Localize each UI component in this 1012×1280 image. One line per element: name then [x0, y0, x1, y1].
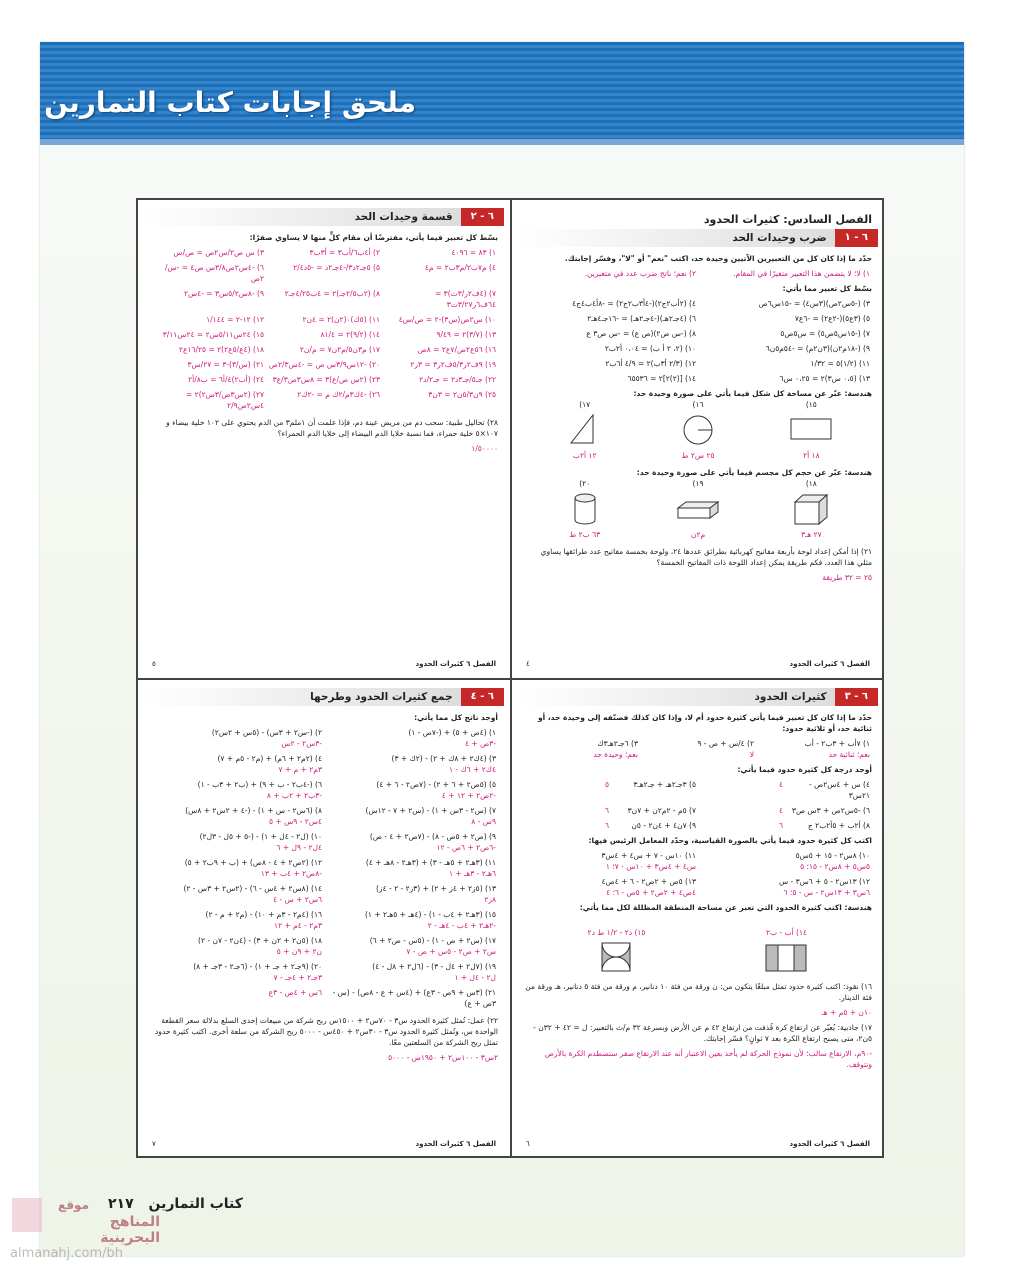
answer: لا — [749, 750, 754, 759]
answer: ٢٥ س٢ ط — [681, 451, 715, 460]
answer: ١٥) د٢ - ١/٢ ط د٢ — [587, 928, 646, 937]
question — [324, 751, 498, 777]
question: ١٣) (٠،٥ س٣)٢ = ٠،٢٥ س٦ — [779, 374, 870, 383]
watermark-name: المناهج البحرينية — [100, 1214, 160, 1246]
rectangle-icon — [789, 413, 833, 447]
answer: ٨ز٢ — [484, 895, 496, 904]
panel-footer — [518, 1139, 878, 1150]
answer: ٤ — [778, 780, 783, 789]
answer: ل٢ - ٤ل + ١ — [454, 973, 496, 982]
lesson-title: ضرب وحيدات الحد — [732, 231, 827, 244]
shaded-rect-figure — [764, 927, 808, 975]
question-text: ١٥) (٣هـ٢ + ٤ب - ١) - (٤هـ + ٥هـ٢ + ١) — [364, 910, 496, 919]
instruction: بسّط كل تعبير فيما يأتي، مفترضًا أن مقام كلٍّ منها لا يساوي صفرًا: — [249, 233, 498, 242]
answer: ٢٧ هـ٣ — [801, 530, 822, 539]
answer: ٢) نعم؛ ناتج ضرب عدد في متغيرين. — [584, 269, 696, 278]
word-problem: ٢٢) عمل: تُمثل كثيرة الحدود س٣ - ٧٠س٢ + ١٥٠٠س ربح شركة من مبيعات إحدى السلع بدلالة سعر القطعة الواحدة س، وتُمثل كثيرة الحدود س٣ - ٣٠س٢ + ٤٥٠س - ٥٠٠٠ ربح الشركة من سلعة أخرى. اكتب كثيرة حدود تمثل ربح الشركة من السلعتين معًا. — [154, 1016, 498, 1047]
chapter-title: الفصل السادس: كثيرات الحدود — [703, 213, 872, 226]
word-problem: ١٦) نقود: اكتب كثيرة حدود تمثل مبلغًا يتكون من: ن ورقة من فئة ١٠ دنانير، م ورقة من فئة ٥ دنانير، هـ ورقة من فئة الدينار. — [525, 982, 872, 1002]
answer: ٦٣ ب٢ ط — [569, 530, 601, 539]
question-row — [150, 387, 498, 413]
question: ١١) (٥ك)٠(٢ن)٢ = ٤ن٢ — [302, 315, 380, 324]
question-row — [524, 874, 872, 900]
question-text: ٨) (٦س٢ - س + ١) - (-٤ + ٢س٢ + ٨س) — [185, 806, 322, 815]
question-row — [524, 356, 872, 371]
lesson-title: قسمة وحيدات الحد — [354, 210, 453, 223]
panel-lesson-6-4 — [144, 684, 504, 1152]
question-row — [150, 829, 498, 855]
panel-lesson-6-1 — [518, 204, 878, 672]
question-text: ٦) (-٤ب٢ - ب + ٩) + (ب٢ + ٣ب - ١) — [197, 780, 322, 789]
question-row — [524, 777, 872, 803]
lesson-header — [144, 208, 504, 226]
question-text: ١٧) (س٢ + ص - ١) - (٥س - ص٢ + ٦) — [369, 936, 496, 945]
question: ٤) (٢أب٢ج٢)(-٤أ٣ب٢ج٢) = -٨أ٤ب٤ج٤ — [572, 299, 696, 308]
question — [324, 881, 498, 907]
book-title: كتاب التمارين — [148, 1196, 243, 1212]
question — [150, 751, 324, 777]
question-text: ١٠) (ل٢ - ٤ل + ١) - (-٥ + ٥ل - ٣ل٢) — [199, 832, 322, 841]
cube-icon — [789, 492, 833, 526]
question-text: ٢) (-س٢ + ٣س) - (٥س + ٢س٢) — [211, 728, 322, 737]
question-row — [150, 725, 498, 751]
question-row — [524, 371, 872, 386]
question-row — [524, 848, 872, 874]
question — [324, 907, 498, 933]
question — [324, 933, 498, 959]
answer: ١٨ أ٢ — [803, 451, 820, 460]
answer: ١٤) أب - ب٢ — [765, 928, 808, 937]
answer: ٦ — [778, 821, 783, 830]
cube-figure — [789, 478, 833, 540]
answer: ٦س٣ + ١٣س٢ - س - ٥؛ ٦ — [783, 888, 870, 897]
question: ٨) (٢ب٢/٥جـ)٢ = ٤ب٤/٢٥جـ٢ — [284, 289, 380, 298]
question: ٥) (٣ع٥)(-٢ع٢) = -٦ع٧ — [794, 314, 870, 323]
question — [150, 829, 324, 855]
rectangle-figure — [789, 399, 833, 461]
figure-number: ١٥) — [805, 400, 817, 409]
area-figures — [528, 400, 868, 461]
question-text: ١٢) (٢ص٢ + ٤ - ٨ص) + (ب + ٩ب٢ + ٥) — [184, 858, 322, 867]
panel-footer — [144, 1139, 504, 1150]
question — [324, 855, 498, 881]
answer: -٦ص٢ + ٦ص - ١٢ — [436, 843, 496, 852]
answer: ٣م٢ + م + ٧ — [278, 765, 322, 774]
question: ١٧) م٣ن٥/م٢ن٧ = م/ن٢ — [299, 345, 380, 354]
question-row — [150, 933, 498, 959]
answer: ٤س٢ - ٩س + ٥ — [269, 817, 322, 826]
triangle-icon — [563, 413, 607, 447]
prism-figure — [676, 478, 720, 540]
question-text: ٧) (س٢ - ٣س + ١) - (س٢ + ٧ - ١٢س) — [365, 806, 496, 815]
answer: نعم؛ ثنائية حد — [828, 750, 870, 759]
footer-page: ٦ — [526, 1140, 530, 1148]
question: ١١) (١/٢)٥ = ١/٣٢ — [810, 359, 870, 368]
question: ٣) س ص٢/س٢ص = ص/س — [173, 248, 264, 257]
answer: ٤ — [778, 806, 783, 815]
question-row — [524, 818, 872, 833]
instruction: حدّد ما إذا كان كل من التعبيرين الآتيين وحيدة حد، اكتب "نعم" أو "لا"، وفسّر إجابتك. — [564, 254, 872, 263]
question-row — [150, 286, 498, 312]
triangle-figure — [563, 399, 607, 461]
question: ٣) (-٥س٢ص)(٣س٤) = -١٥س٦ص — [758, 299, 870, 308]
question-row — [150, 312, 498, 327]
question — [150, 725, 324, 751]
question-row — [150, 260, 498, 286]
footer-page: ٧ — [152, 1140, 156, 1148]
footer-chapter: الفصل ٦ كثيرات الحدود — [415, 660, 496, 668]
question-text: ٣) (٤ك٢ + ٨ك + ٢) - (٢ك + ٣) — [391, 754, 496, 763]
answer: ٥ — [604, 780, 609, 789]
question-text: ١٢) ١٣س٢ - ٥ + ٦س٣ - س — [778, 877, 870, 886]
watermark-logo-icon — [12, 1198, 42, 1232]
question — [324, 777, 498, 803]
answer: ٦س٢ + س - ٤ — [273, 895, 322, 904]
answer: ١٠ن + ٥م + هـ — [821, 1008, 872, 1017]
answer: -٢ص٢ + ١٢ + ٤ — [441, 791, 496, 800]
question-row — [524, 803, 872, 818]
question-text: ٤) (٢م٢ + ٦م) + (م٢ - ٥م + ٧) — [217, 754, 322, 763]
question — [324, 829, 498, 855]
question-row — [524, 736, 872, 762]
question — [524, 874, 698, 900]
instruction: اكتب كل كثيرة حدود فيما يأتي بالصورة القياسية، وحدّد المعامل الرئيس فيها: — [588, 836, 872, 845]
question-row — [524, 311, 872, 326]
question — [698, 848, 872, 874]
question-row — [150, 327, 498, 342]
question — [324, 803, 498, 829]
instruction: أوجد درجة كل كثيرة حدود فيما يأتي: — [737, 765, 872, 774]
watermark-site: موقع — [58, 1198, 90, 1212]
question-text: ١٩) (٧ل٢ + ٤ل - ٣) - (٦ل٢ + ٨ل - ٤) — [372, 962, 496, 971]
footer-chapter: الفصل ٦ كثيرات الحدود — [415, 1140, 496, 1148]
question: ٨) أ٢ب + ٥أ٢ب٢ ج — [807, 821, 870, 830]
question: ٢٤) (أب٢)٤/أ٦ = ب٨/أ٢ — [188, 375, 264, 384]
answer: ٦ — [604, 821, 609, 830]
question-row — [524, 266, 872, 281]
question: ٢٢) جـ٥/جـ٣د٢ = جـ٢/د٢ — [419, 375, 496, 384]
question-row — [150, 245, 498, 260]
question: ٢) أ٤ب٦/أب٣ = أ٣ب٣ — [309, 248, 380, 257]
answer: ٣م٢ - ٤م + ١٢ — [274, 921, 322, 930]
answer: -٨ص٢ + ٤ب + ١٣ — [260, 869, 322, 878]
cylinder-figure — [563, 478, 607, 540]
answer: ٦س + ٤ص - ٣ع — [268, 988, 322, 997]
answer: م٢ن — [690, 530, 706, 539]
site-watermark — [10, 1196, 160, 1266]
question — [150, 777, 324, 803]
question-row — [150, 342, 498, 357]
instruction: حدّد ما إذا كان كل تعبير فيما يأتي كثيرة حدود أم لا، وإذا كان كذلك فصنّفه إلى وحيدة حد، أو ثنائية حد، أو ثلاثية حدود: — [537, 713, 872, 733]
lesson-header — [144, 688, 504, 706]
question — [324, 959, 498, 985]
lesson-number: ٦ - ٢ — [461, 208, 504, 226]
shaded-square-figure — [588, 927, 646, 975]
instruction: أوجد ناتج كل مما يأتي: — [414, 713, 498, 722]
question: ٩) (-١٨م٢ن)(٣ن٢م) = -٥٤م٥ن٦ — [765, 344, 870, 353]
panel-footer — [144, 659, 504, 670]
question: ٢١) (س/٣)-٣ = ٢٧/س٣ — [187, 360, 264, 369]
question-text: ١٨) (٥ن٢ + ٢ن + ٣) - (٤ن٢ - ٧ن - ٢) — [198, 936, 322, 945]
question-text: ٥) (٥ص٢ + ٦ + ٢) - (٧ص٢ - ٦ + ٤) — [376, 780, 496, 789]
volume-figures — [528, 479, 868, 540]
question — [324, 725, 498, 751]
answer: ٦ — [604, 806, 609, 815]
question — [524, 848, 698, 874]
answer: ١) لا؛ لا يتضمن هذا التعبير متغيرًا في المقام. — [733, 269, 870, 278]
banner-title: ملحق إجابات كتاب التمارين — [44, 86, 416, 119]
question-row — [150, 959, 498, 985]
answer: ٢س٣ - ١٠٠س٢ + ١٩٥٠س - ٥٠٠٠ — [388, 1053, 498, 1062]
lesson-header — [518, 229, 878, 247]
answer: ٣جـ٢ + ٤جـ - ٧ — [273, 973, 322, 982]
question: ١٤) (٩/٢)٢ = ٨١/٤ — [320, 330, 380, 339]
banner-strip — [40, 139, 964, 145]
question-text: ١) (٤ص + ٥) + (-٧ص - ١) — [408, 728, 496, 737]
answer: س٤ + ٤س٣ + ١٠س - ٧؛ ١ — [605, 862, 696, 871]
question: ٦) (٤جـ٢هـ)(-٤جـ٢هـ) = -١٦جـ٤هـ٢ — [587, 314, 696, 323]
answer: ٤ل٢ - ٩ل + ٦ — [276, 843, 322, 852]
question-row — [150, 803, 498, 829]
question — [698, 874, 872, 900]
question-text: ٢) ٤/س + ص - ٩ — [697, 739, 754, 748]
shaded-rectangle-icon — [764, 941, 808, 975]
horizontal-divider — [138, 678, 882, 680]
question: ٧) (٤ف٢ر/٣ت)٣ = ٦٤ف٦ر٣/٢٧ت٣ — [434, 289, 496, 309]
question-text: ١٤) (٨س٢ + ٤س - ٦) - (٢س٢ + ٣س - ٢) — [183, 884, 322, 893]
footer-chapter: الفصل ٦ كثيرات الحدود — [789, 660, 870, 668]
question: ٨) (-س ص٢)(ص ع) = -س ص٣ ع — [586, 329, 696, 338]
question-text: ١٠) ٨س٢ - ١٥ + ٥س٥ — [795, 851, 870, 860]
question — [756, 736, 872, 762]
answer: ٥س٥ + ٨س٢ - ١٥؛ ٥ — [800, 862, 870, 871]
question: ١٠) (٢، ٢ أ ب) = ٠،٠٤ أ٢ب٢ — [604, 344, 696, 353]
question: ١٥) ٢٤س٥/١١س٢ = ٢٤س٣/١١ — [162, 330, 264, 339]
question: ٩) ٧ن٤ + ٤ن٢ - ٥ن — [631, 821, 696, 830]
circle-figure — [676, 399, 720, 461]
answer: س٢ + ص٢ - ٥س + ص - ٧ — [406, 947, 496, 956]
figure-number: ٢٠) — [579, 479, 591, 488]
answer: ٦هـ٢ - ٣هـ + ١ — [449, 869, 496, 878]
panel-lesson-6-3 — [518, 684, 878, 1152]
lesson-number: ٦ - ١ — [835, 229, 878, 247]
lesson-title: كثيرات الحدود — [754, 690, 827, 703]
question-row — [524, 326, 872, 341]
question: ١٩) ٩ف٢ر٥/٣ف٢ر٣ = ٣ر٢ — [410, 360, 496, 369]
answer: ن٢ + ٩ن + ٥ — [276, 947, 322, 956]
question: ٥) ٣جـ٢هـ + جـ٢هـ٣ — [633, 780, 696, 789]
footer-page: ٥ — [152, 660, 156, 668]
answer-sheet — [136, 198, 884, 1158]
question-row — [524, 296, 872, 311]
figure-number: ١٦) — [692, 400, 704, 409]
answer: نعم؛ وحيدة حد — [593, 750, 638, 759]
question-row — [150, 751, 498, 777]
question-row — [524, 341, 872, 356]
question — [640, 736, 756, 762]
question-text: ٩) (ص٢ + ٥ص - ٨) - (٧ص٢ + ٤ - ص) — [369, 832, 496, 841]
question: ١٨) (٤ع/٥ع٢)٢ = ١٦/٢٥ع٢ — [178, 345, 264, 354]
question: ١٢) (٢/٣ أ٣ب)٢ = ٤/٩ أ٦ب٢ — [605, 359, 696, 368]
answer: ٩س - ٨ — [471, 817, 496, 826]
answer: -٩٠م، الارتفاع سالب؛ لأن نموذج الحركة لم يأخذ بعين الاعتبار أنه عند الارتفاع صفر ستصطدم الكرة بالأرض وتتوقف. — [544, 1049, 872, 1069]
lesson-title: جمع كثيرات الحدود وطرحها — [310, 690, 453, 703]
question: ١٠) س٢ص(س٣)-٢ = ص/س٤ — [398, 315, 496, 324]
word-problem: ٢٨) تحاليل طبية: سحب دم من مريض عينة دم، فإذا علمت أن ١ملم٣ من الدم يحتوي على ١٠٢ خلية بيضاء و ١٠٧×٥ خلية حمراء، فما نسبة خلايا الدم البيضاء إلى خلايا الدم الحمراء؟ — [166, 418, 498, 438]
answer: -٢هـ٢ + ٤ب - ٤هـ - ٢ — [427, 921, 496, 930]
answer: ٤ك٢ + ٦ك - ١ — [448, 765, 496, 774]
question: ٧) ٥م - ٢م٢ن + ٧ن٣ — [627, 806, 696, 815]
question — [150, 803, 324, 829]
instruction: هندسة: عبّر عن حجم كل مجسم فيما يأتي على صورة وحيدة حد: — [636, 468, 872, 477]
question: ٩) -٨س٥/٢س٣ = -٤س٢ — [183, 289, 264, 298]
figure-number: ١٨) — [805, 479, 817, 488]
answer: ١/٥٠٠٠٠ — [471, 444, 498, 453]
question-text: ١٣) ٥ص + ٢ص٢ - ٦ + ٤ص٤ — [601, 877, 696, 886]
question-row — [150, 372, 498, 387]
question-row — [150, 357, 498, 372]
instruction: هندسة: عبّر عن مساحة كل شكل فيما يأتي على صورة وحيدة حد: — [633, 389, 872, 398]
question-text: ١) ٧أب + ٣ب٢ - أب — [804, 739, 870, 748]
question: ٢٥) ٩ن٥/٣ن٢ = ٣ن٣ — [428, 390, 496, 399]
figure-number: ١٩) — [692, 479, 704, 488]
question: ١٦) ٥٦ع٢ص/٧ع٢ = ٨ص — [417, 345, 496, 354]
question: ٦) -٤س٢ص٣/٨س ص٤ = -س/٢ص — [164, 263, 264, 283]
question: ٢١) (٣س + ٩ص - ٣ع) + (٤س + ع - ٨ص) - (س - ٣ص + ع) — [332, 988, 496, 1008]
watermark-url: almanahj.com/bh — [10, 1246, 124, 1261]
answer: -٣ص + ٤ — [465, 739, 496, 748]
question-text: ١١) ١٠س - ٧ + س٤ + ٤س٣ — [601, 851, 696, 860]
instruction: بسّط كل تعبير مما يأتي: — [782, 284, 872, 293]
question: ٧) (-١٥س٥ص٥) = س٥ص٥ — [780, 329, 870, 338]
question-text: ١٦) (٤م٢ - ٣م + ١٠) - (م٢ + م - ٢) — [205, 910, 322, 919]
answer: ١٢ أ٢ب — [572, 451, 597, 460]
answer: ٤ص٤ + ٢ص٢ + ٥ص - ٦؛ ٤ — [606, 888, 696, 897]
question: ٢٧) (٢س٣ص/٣س٢)٢ = ٤س٢ص٢/٩ — [186, 390, 264, 410]
footer-chapter: الفصل ٦ كثيرات الحدود — [789, 1140, 870, 1148]
cylinder-icon — [563, 492, 607, 526]
question-text: ١١) (٣هـ٢ + ٥هـ - ٣) + (٣هـ٢ - ٨هـ + ٤) — [365, 858, 496, 867]
question-text: ٢٠) (٩جـ٢ + جـ + ١) - (٦جـ٢ - ٣جـ + ٨) — [193, 962, 322, 971]
question: ١٤) [(٢)٢]٢ = ٦٥٥٣٦ — [627, 374, 696, 383]
question: ٥) ٥جـ٢د٣/-٤جـ٢د = -٥د٢/٤ — [293, 263, 380, 272]
panel-lesson-6-2 — [144, 204, 504, 672]
question-row — [150, 777, 498, 803]
footer-page: ٤ — [526, 660, 530, 668]
question: ١) ٨٣ = ٤٠٩٦ — [451, 248, 496, 257]
answer: -٣ب٢ + ٢ب + ٨ — [266, 791, 322, 800]
panel-footer — [518, 659, 878, 670]
prism-icon — [676, 492, 720, 526]
question: ٤) س + ٤س٢ص - ٢١س٣ — [809, 780, 870, 800]
shaded-square-icon — [594, 941, 638, 975]
question — [524, 736, 640, 762]
question: ١٢) ١٢-٢ = ١/١٤٤ — [206, 315, 264, 324]
question-row — [150, 881, 498, 907]
question — [150, 881, 324, 907]
question-row — [150, 907, 498, 933]
book-page-number: ٢١٧ — [108, 1196, 134, 1212]
answer: -٣س٢ - ٢س — [281, 739, 322, 748]
question — [150, 959, 324, 985]
question — [150, 907, 324, 933]
question: ١٣) (٣/٧)٢ = ٩/٤٩ — [436, 330, 496, 339]
question: ٤) م٧ب٢/م٣ب٢ = م٤ — [424, 263, 496, 272]
question: ٦) -٥س٢ص + ٣س ص٣ — [791, 806, 870, 815]
question — [150, 933, 324, 959]
question-text: ٣) ٦جـ٢هـ٣ك — [597, 739, 638, 748]
word-problem: ١٧) جاذبية: يُعبّر عن ارتفاع كرة قُذفت من ارتفاع ٤٢ م عن الأرض وبسرعة ٣٢ م/ث بالتعبير: ل = ٤٢ + ٣٢ن - ٥ن٢، متى يصبح ارتفاع الكرة بعد ٧ ثوانٍ؟ فسّر إجابتك. — [533, 1023, 872, 1043]
question-row — [150, 855, 498, 881]
question: ٢٦) -٤ك٣م/٢ك م = -٢ك٢ — [297, 390, 380, 399]
question-row — [150, 985, 498, 1011]
instruction: هندسة: اكتب كثيرة الحدود التي تعبر عن مساحة المنطقة المظللة لكل مما يأتي: — [579, 903, 872, 912]
question: ٢٣) (٢س ص/ع)٣ = ٨س٣ص٣/ع٣ — [272, 375, 380, 384]
answer: ٢٥ = ٣٢ طريقة — [822, 573, 872, 582]
circle-icon — [676, 413, 720, 447]
lesson-header — [518, 688, 878, 706]
lesson-number: ٦ - ٣ — [835, 688, 878, 706]
question-text: ١٣) (٥ز٢ + ٤ز + ٢) + (٣ز٢ - ٢ - ٤ز) — [376, 884, 496, 893]
word-problem: ٢١) إذا أمكن إعداد لوحة بأربعة مفاتيح كهربائية بطرائق عددها ٢٤، ولوحة بخمسة مفاتيح عدد طرائقها يساوي مثلي هذا العدد، فكم طريقة يمكن إعداد اللوحة ذات المفاتيح الخمسة؟ — [540, 547, 872, 567]
figure-number: ١٧) — [579, 400, 591, 409]
shaded-figures — [528, 919, 868, 975]
lesson-number: ٦ - ٤ — [461, 688, 504, 706]
question — [150, 855, 324, 881]
question: ٢٠) -١٢س٣/٩س ص = -٤س٢/٣ص — [268, 360, 380, 369]
